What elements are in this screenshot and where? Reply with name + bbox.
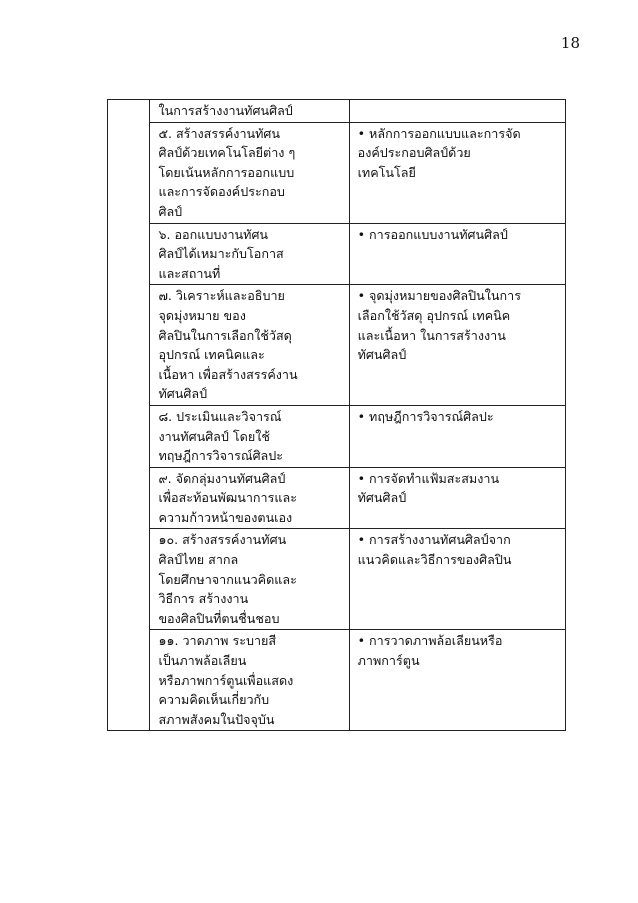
content-cell xyxy=(349,100,565,123)
objective-cell: ๕. สร้างสรรค์งานทัศน ศิลป์ด้วยเทคโนโลยีต่าง ๆ โดยเน้นหลักการออกแบบ และการจัดองค์ประกอบ ศิลป์ xyxy=(150,122,349,223)
content-cell: • หลักการออกแบบและการจัด องค์ประกอบศิลป์ด้วย เทคโนโลยี xyxy=(349,122,565,223)
table-row xyxy=(108,405,566,467)
content-cell: • จุดมุ่งหมายของศิลปินในการ เลือกใช้วัสดุ อุปกรณ์ เทคนิค และเนื้อหา ในการสร้างงาน ทัศนศิลป์ xyxy=(349,285,565,406)
objective-cell: ๖. ออกแบบงานทัศน ศิลป์ได้เหมาะกับโอกาส และสถานที่ xyxy=(150,223,349,285)
table-row xyxy=(108,630,566,731)
content-cell: • การสร้างงานทัศนศิลป์จาก แนวคิดและวิธีการของศิลปิน xyxy=(349,529,565,630)
table-row xyxy=(108,223,566,285)
objective-cell: ๗. วิเคราะห์และอธิบาย จุดมุ่งหมาย ของ ศิลปินในการเลือกใช้วัสดุ อุปกรณ์ เทคนิคและ เนื้อหา เพื่อสร้างสรรค์งาน ทัศนศิลป์ xyxy=(150,285,349,406)
grade-cell xyxy=(108,100,150,731)
content-cell: • ทฤษฎีการวิจารณ์ศิลปะ xyxy=(349,405,565,467)
objective-cell: ๙. จัดกลุ่มงานทัศนศิลป์ เพื่อสะท้อนพัฒนาการและ ความก้าวหน้าของตนเอง xyxy=(150,467,349,529)
objective-cell: ในการสร้างงานทัศนศิลป์ xyxy=(150,100,349,123)
content-cell: • การวาดภาพล้อเลียนหรือ ภาพการ์ตูน xyxy=(349,630,565,731)
content-cell: • การจัดทำแฟ้มสะสมงาน ทัศนศิลป์ xyxy=(349,467,565,529)
table-row xyxy=(108,285,566,406)
page-number: 18 xyxy=(560,34,580,52)
objective-cell: ๑๑. วาดภาพ ระบายสี เป็นภาพล้อเลียน หรือภาพการ์ตูนเพื่อแสดง ความคิดเห็นเกี่ยวกับ สภาพสังคมในปัจจุบัน xyxy=(150,630,349,731)
table-row xyxy=(108,529,566,630)
table-row xyxy=(108,122,566,223)
objective-cell: ๑๐. สร้างสรรค์งานทัศน ศิลป์ไทย สากล โดยศึกษาจากแนวคิดและ วิธีการ สร้างงาน ของศิลปินที่ตนชื่นชอบ xyxy=(150,529,349,630)
table-row xyxy=(108,100,566,123)
content-cell: • การออกแบบงานทัศนศิลป์ xyxy=(349,223,565,285)
objective-cell: ๘. ประเมินและวิจารณ์ งานทัศนศิลป์ โดยใช้ ทฤษฎีการวิจารณ์ศิลปะ xyxy=(150,405,349,467)
curriculum-table xyxy=(107,99,566,731)
table-row xyxy=(108,467,566,529)
